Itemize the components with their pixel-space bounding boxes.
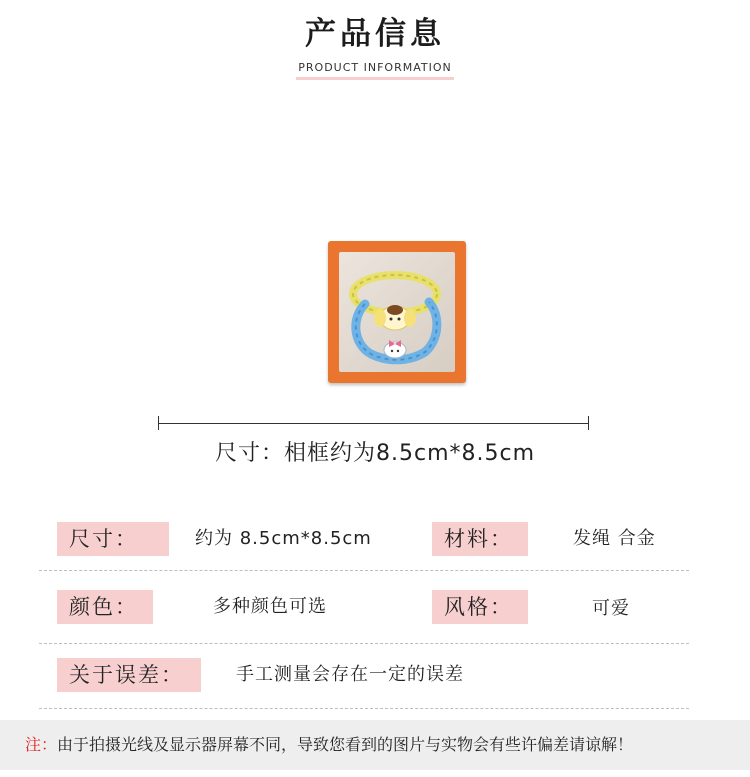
row-divider-3 xyxy=(39,708,689,709)
hair-tie-illustration xyxy=(339,252,455,372)
row-divider-2 xyxy=(39,643,689,644)
page-title: 产品信息 xyxy=(305,16,445,52)
material-value: 发绳 合金 xyxy=(573,528,656,549)
page-subtitle: PRODUCT INFORMATION xyxy=(296,60,453,80)
notice-label: 注： xyxy=(25,735,58,754)
dimension-tick-left xyxy=(158,416,159,430)
dimension-line xyxy=(158,416,589,430)
style-value: 可爱 xyxy=(592,598,630,619)
dimension-bar xyxy=(158,423,589,424)
error-label: 关于误差： xyxy=(57,658,201,692)
page-subtitle-wrap xyxy=(0,56,750,80)
style-label: 风格： xyxy=(432,590,528,624)
product-photo xyxy=(328,241,466,383)
material-label: 材料： xyxy=(432,522,528,556)
dimension-tick-right xyxy=(588,416,589,430)
error-value: 手工测量会存在一定的误差 xyxy=(236,664,464,685)
color-value: 多种颜色可选 xyxy=(213,596,327,617)
notice-bar xyxy=(0,720,750,770)
size-value: 约为 8.5cm*8.5cm xyxy=(195,528,372,549)
size-label: 尺寸： xyxy=(57,522,169,556)
size-caption: 尺寸：相框约为8.5cm*8.5cm xyxy=(214,441,536,466)
photo-frame-window xyxy=(339,252,455,372)
notice-text: 由于拍摄光线及显示器屏幕不同，导致您看到的图片与实物会有些许偏差请谅解！ xyxy=(57,735,634,754)
row-divider-1 xyxy=(39,570,689,571)
color-label: 颜色： xyxy=(57,590,153,624)
